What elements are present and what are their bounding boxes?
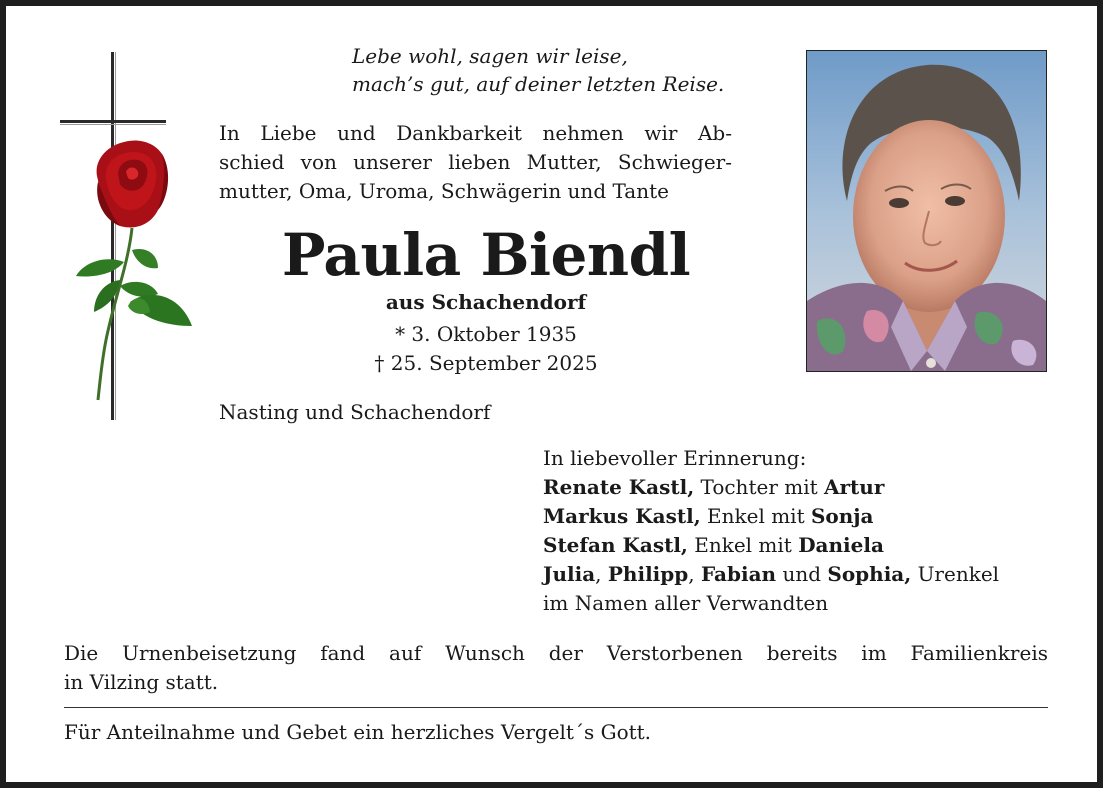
great-grandchildren-row — [543, 560, 999, 589]
survivor-partner: Daniela — [798, 533, 884, 557]
survivor-row — [543, 473, 999, 502]
intro-text — [219, 119, 732, 206]
survivors-block — [543, 444, 999, 618]
place-line: Nasting und Schachendorf — [219, 400, 491, 424]
intro-line: schied von unserer lieben Mutter, Schwieger- — [219, 150, 732, 174]
survivor-relation: Enkel mit — [687, 533, 799, 557]
name-separator: und — [776, 562, 828, 586]
divider — [64, 707, 1048, 708]
survivor-name: Stefan Kastl, — [543, 533, 688, 557]
survivor-partner: Sonja — [810, 504, 874, 528]
portrait-photo — [806, 50, 1047, 372]
name-separator: , — [688, 562, 701, 586]
survivor-relation: Enkel mit — [700, 504, 811, 528]
memory-closing: im Namen aller Verwandten — [543, 591, 829, 615]
survivor-row — [543, 531, 999, 560]
survivor-partner: Artur — [824, 475, 885, 499]
intro-line: mutter, Oma, Uroma, Schwägerin und Tante — [219, 179, 669, 203]
deceased-origin: aus Schachendorf — [385, 290, 587, 314]
great-grandchild-name: Sophia, — [827, 562, 912, 586]
cross-with-rose-icon — [54, 50, 204, 425]
burial-notice — [64, 639, 1048, 697]
farewell-poem — [352, 42, 724, 98]
name-separator: , — [595, 562, 608, 586]
burial-line: in Vilzing statt. — [64, 670, 219, 694]
survivor-name: Renate Kastl, — [543, 475, 695, 499]
great-grandchild-name: Philipp — [607, 562, 689, 586]
great-grandchild-name: Julia — [543, 562, 596, 586]
intro-line: In Liebe und Dankbarkeit nehmen wir Ab- — [219, 121, 732, 145]
death-date: † 25. September 2025 — [374, 351, 598, 375]
great-grandchild-name: Fabian — [700, 562, 777, 586]
survivor-relation: Tochter mit — [694, 475, 824, 499]
survivor-name: Markus Kastl, — [543, 504, 701, 528]
poem-line: mach’s gut, auf deiner letzten Reise. — [352, 72, 725, 96]
relation-suffix: Urenkel — [911, 562, 1000, 586]
survivor-row — [543, 502, 999, 531]
poem-line: Lebe wohl, sagen wir leise, — [352, 44, 628, 68]
deceased-name: Paula Biendl — [281, 221, 691, 289]
thanks-line: Für Anteilnahme und Gebet ein herzliches Vergelt´s Gott. — [64, 720, 652, 744]
birth-date: * 3. Oktober 1935 — [395, 322, 577, 346]
memory-heading: In liebevoller Erinnerung: — [543, 446, 807, 470]
burial-line: Die Urnenbeisetzung fand auf Wunsch der Verstorbenen bereits im Familienkreis — [64, 641, 1048, 665]
